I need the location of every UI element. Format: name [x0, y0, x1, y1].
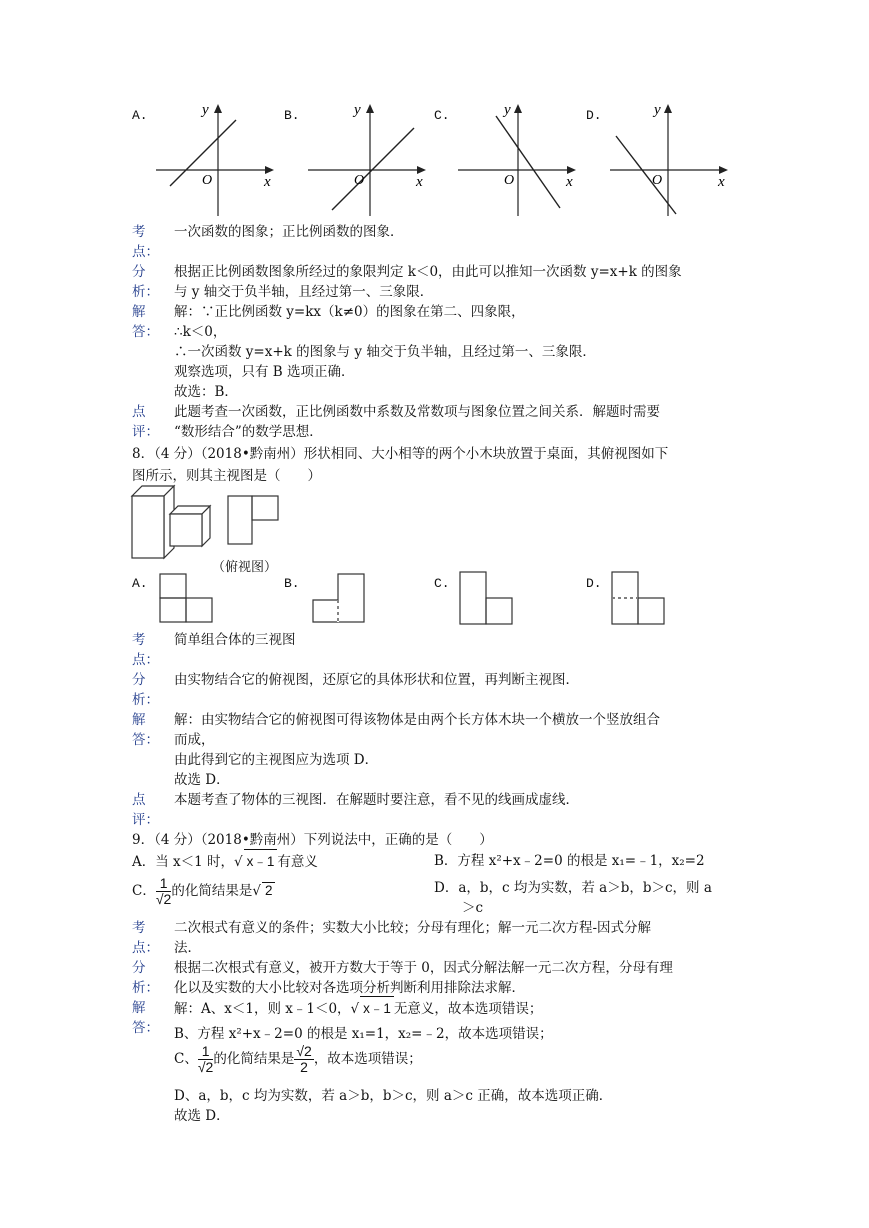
origin-label: O [504, 173, 515, 188]
q7-option-d-label: D. [586, 108, 602, 123]
q9-option-c-radicand: 2 [262, 882, 276, 898]
q8-option-a-label: A. [132, 576, 148, 591]
q9-option-a-label: A． [132, 854, 156, 870]
q7-jieda-label-2: 答： [132, 324, 159, 340]
axis-x-label: x [416, 174, 423, 190]
q9-option-d-line-1: a，b，c 均为实数，若 a＞b，b＞c，则 a [458, 880, 712, 896]
q9-jieda-a: 解：A、x＜1，则 x﹣1＜0，√ x﹣1 无意义，故本选项错误； [174, 996, 542, 1017]
q9-kaodian-line-1: 二次根式有意义的条件；实数大小比较；分母有理化；解一元二次方程-因式分解 [174, 920, 652, 936]
q9-kaodian-line-2: 法． [174, 940, 201, 956]
q9-jieda-c [174, 1044, 422, 1075]
q8-dianping: 本题考查了物体的三视图．在解题时要注意，看不见的线画成虚线． [174, 792, 579, 808]
q9-option-a-pre: 当 x＜1 时， [155, 854, 235, 870]
q9-option-d [434, 876, 712, 896]
q9-fenxi-label-2: 析： [132, 980, 159, 996]
q8-kaodian-label-2: 点： [132, 652, 159, 668]
q7-option-b-label: B. [284, 108, 300, 123]
q8-jieda-line-3: 由此得到它的主视图应为选项 D． [174, 752, 379, 768]
q7-fenxi-line-1: 根据正比例函数图象所经过的象限判定 k＜0，由此可以推知一次函数 y=x+k 的图象 [174, 264, 682, 280]
q7-dianping-label-1: 点 [132, 404, 146, 420]
q8-kaodian: 简单组合体的三视图 [174, 632, 296, 648]
q8-stem-line-2: 图所示，则其主视图是（ ） [132, 468, 321, 484]
q9-fenxi-line-2: 化以及实数的大小比较对各选项分析判断利用排除法求解． [174, 980, 525, 996]
q9-option-d-line-2: ＞c [462, 900, 484, 916]
axis-y-label: y [654, 102, 661, 118]
q8-fenxi-label-1: 分 [132, 672, 146, 688]
origin-label: O [354, 173, 365, 188]
origin-label: O [652, 173, 663, 188]
q9-option-b-text: 方程 x²+x﹣2=0 的根是 x₁=﹣1，x₂=2 [457, 853, 705, 869]
q9-jieda-c-pre: C、 [174, 1051, 198, 1067]
q9-jieda-d: D、a，b，c 均为实数，若 a＞b，b＞c，则 a＞c 正确，故本选项正确． [174, 1088, 613, 1104]
q9-option-c-label: C． [132, 883, 156, 899]
q9-jieda-end: 故选 D． [174, 1108, 230, 1124]
q9-jieda-c-post: ，故本选项错误； [313, 1051, 422, 1067]
q7-jieda-line-3: ∴一次函数 y=x+k 的图象与 y 轴交于负半轴，且经过第一、三象限． [174, 344, 596, 360]
q8-fenxi: 由实物结合它的俯视图，还原它的具体形状和位置，再判断主视图． [174, 672, 579, 688]
q7-kaodian: 一次函数的图象；正比例函数的图象． [174, 224, 404, 240]
q9-jieda-c-fraction-2 [294, 1044, 313, 1075]
q9-kaodian-label-2: 点： [132, 940, 159, 956]
q7-jieda-label-1: 解 [132, 304, 146, 320]
q8-jieda-line-4: 故选 D． [174, 772, 230, 788]
q7-jieda-line-2: ∴k＜0， [174, 324, 227, 340]
q8-option-b-figure [310, 572, 370, 628]
q7-option-c-label: C. [434, 108, 450, 123]
q9-option-b [434, 849, 705, 869]
q9-jieda-a-pre: 解：A、x＜1，则 x﹣1＜0， [174, 1001, 351, 1017]
q7-kaodian-label-1: 考 [132, 224, 146, 240]
q9-jieda-label-2: 答： [132, 1020, 159, 1036]
q9-option-c: C． $\frac{1}{√2}$ 的化简结果是√ 2 [132, 876, 275, 907]
q9-fenxi-label-1: 分 [132, 960, 146, 976]
q7-fenxi-line-2: 与 y 轴交于负半轴，且经过第一、三象限． [174, 284, 434, 300]
q9-kaodian-label-1: 考 [132, 920, 146, 936]
fraction-numerator: 1 [198, 1044, 213, 1060]
q9-jieda-c-mid: 的化简结果是 [213, 1051, 295, 1067]
axis-x-label: x [264, 174, 271, 190]
q7-jieda-line-4: 观察选项，只有 B 选项正确． [174, 364, 355, 380]
q8-option-c-label: C. [434, 576, 450, 591]
q9-option-b-label: B． [434, 853, 458, 869]
q7-kaodian-label-2: 点： [132, 244, 159, 260]
q7-dianping-line-1: 此题考查一次函数，正比例函数中系数及常数项与图象位置之间关系．解题时需要 [174, 404, 660, 420]
q8-jieda-label-2: 答： [132, 732, 159, 748]
origin-label: O [202, 173, 213, 188]
q7-graph-b [302, 98, 432, 220]
q7-fenxi-label-1: 分 [132, 264, 146, 280]
q8-option-c-figure [458, 570, 518, 628]
fraction-denominator: √2 [197, 1059, 214, 1075]
q8-stem-line-1: 8．（4 分）（2018•黔南州）形状相同、大小相等的两个小木块放置于桌面，其俯视图如下 [132, 446, 669, 462]
fraction-numerator: 1 [156, 876, 171, 892]
q8-option-a-figure [158, 572, 218, 628]
q9-fenxi-line-1: 根据二次根式有意义，被开方数大于等于 0，因式分解法解一元二次方程，分母有理 [174, 960, 673, 976]
q9-option-c-mid: 的化简结果是 [171, 883, 253, 899]
q9-jieda-a-radicand: x﹣1 [360, 996, 394, 1017]
axis-x-label: x [566, 174, 573, 190]
q8-top-view-caption: （俯视图） [212, 560, 278, 575]
q7-graph-c [452, 98, 582, 220]
q8-dianping-label-1: 点 [132, 792, 146, 808]
q9-jieda-b: B、方程 x²+x﹣2=0 的根是 x₁=1，x₂=﹣2，故本选项错误； [174, 1026, 553, 1042]
axis-y-label: y [354, 102, 361, 118]
axis-y-label: y [504, 102, 511, 118]
fraction-numerator: √2 [296, 1043, 312, 1059]
q9-option-a-radicand: x﹣1 [244, 849, 278, 870]
q7-fenxi-label-2: 析： [132, 284, 159, 300]
q9-option-a: A．当 x＜1 时，√ x﹣1 有意义 [132, 849, 318, 870]
q8-kaodian-label-1: 考 [132, 632, 146, 648]
q8-dianping-label-2: 评： [132, 812, 159, 828]
q7-dianping-line-2: “数形结合”的数学思想． [174, 424, 323, 440]
q8-option-d-figure [610, 570, 670, 628]
q8-fenxi-label-2: 析： [132, 692, 159, 708]
q7-dianping-label-2: 评： [132, 424, 159, 440]
axis-x-label: x [718, 174, 725, 190]
q8-option-d-label: D. [586, 576, 602, 591]
fraction-denominator: 2 [300, 1059, 308, 1075]
q9-jieda-c-fraction-1 [198, 1044, 213, 1075]
q7-option-a-label: A. [132, 108, 148, 123]
q8-jieda-label-1: 解 [132, 712, 146, 728]
q8-jieda-line-2: 而成， [174, 732, 215, 748]
q9-option-d-label: D． [434, 880, 459, 896]
q8-option-b-label: B. [284, 576, 300, 591]
q9-stem: 9．（4 分）（2018•黔南州）下列说法中，正确的是（ ） [132, 832, 493, 848]
q9-jieda-a-post: 无意义，故本选项错误； [393, 1001, 543, 1017]
q7-graph-d [604, 98, 734, 220]
fraction-denominator: √2 [155, 891, 172, 907]
axis-y-label: y [202, 102, 209, 118]
q7-jieda-line-5: 故选：B． [174, 384, 238, 400]
q9-option-a-post: 有意义 [277, 854, 318, 870]
q9-option-c-fraction [156, 876, 171, 907]
q7-jieda-line-1: 解：∵正比例函数 y=kx（k≠0）的图象在第二、四象限， [174, 304, 525, 320]
q8-jieda-line-1: 解：由实物结合它的俯视图可得该物体是由两个长方体木块一个横放一个竖放组合 [174, 712, 660, 728]
q7-graph-a [150, 98, 280, 220]
q9-jieda-label-1: 解 [132, 1000, 146, 1016]
